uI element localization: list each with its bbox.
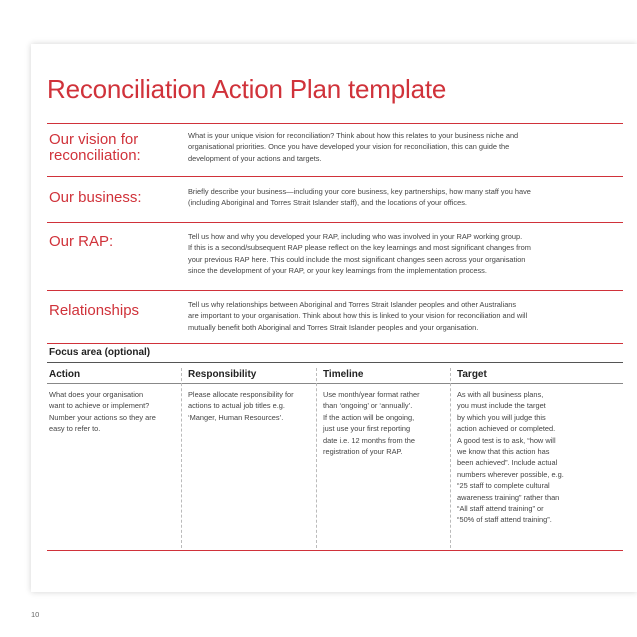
column-divider	[316, 368, 317, 548]
column-heading-action: Action	[49, 369, 81, 380]
section-heading-rap: Our RAP:	[49, 233, 114, 250]
section-body-rap: Tell us how and why you developed your RAP, including who was involved in your RAP working group. If this is a second/subsequent RAP please reflect on the key learnings and most significant changes from your previous RAP here. This could include the most significant changes seen across your organisation since the development of your RAP, or your key learnings from the implementation process.	[188, 232, 531, 275]
section-heading-vision: Our vision for reconciliation:	[49, 131, 141, 164]
column-body-action: What does your organisation want to achieve or implement? Number your actions so they are easy to refer to.	[49, 390, 156, 434]
page-title: Reconciliation Action Plan template	[47, 74, 447, 104]
column-body-timeline: Use month/year format rather than ‘ongoing’ or ‘annually’. If the action will be ongoing, just use your first reporting date i.e. 12 months from the registration of your RAP.	[323, 390, 420, 457]
section-divider	[47, 343, 623, 344]
column-heading-responsibility: Responsibility	[188, 369, 257, 380]
section-divider	[47, 123, 623, 124]
table-bottom-rule	[47, 550, 623, 551]
section-divider	[47, 290, 623, 291]
column-body-target: As with all business plans, you must include the target by which you will judge this action achieved or completed. A good test is to ask, “how will we know that this action has been achieved”. Include actual numbers wherever possible, e.g. “25 staff to complete cultural awareness training” rather than “All staff attend training” or “50% of staff attend training”.	[457, 390, 564, 525]
table-header-rule	[47, 383, 623, 384]
focus-area-label: Focus area (optional)	[49, 347, 151, 358]
document-page	[31, 44, 637, 592]
section-body-relationships: Tell us why relationships between Aboriginal and Torres Strait Islander peoples and other Australians are important to your organisation. Think about how this is linked to your vision for reconciliation and will mutually benefit both Aboriginal and Torres Strait Islander peoples and your organisation.	[188, 300, 528, 332]
section-heading-relationships: Relationships	[49, 302, 140, 319]
column-heading-timeline: Timeline	[323, 369, 364, 380]
section-body-business: Briefly describe your business—including your core business, key partnerships, how many staff you have (including Aboriginal and Torres Strait Islander staff), and the locations of your offices.	[188, 187, 531, 208]
section-heading-business: Our business:	[49, 189, 142, 206]
section-divider	[47, 176, 623, 177]
table-top-rule	[47, 362, 623, 363]
column-heading-target: Target	[457, 369, 487, 380]
section-divider	[47, 222, 623, 223]
column-divider	[181, 368, 182, 548]
column-divider	[450, 368, 451, 548]
section-body-vision: What is your unique vision for reconciliation? Think about how this relates to your business niche and organisational priorities. Once you have developed your vision for reconciliation, this can guide the development of your actions and targets.	[188, 131, 519, 163]
column-body-responsibility: Please allocate responsibility for actions to actual job titles e.g. ‘Manger, Human Resources’.	[188, 390, 294, 422]
page-number: 10	[31, 610, 40, 619]
